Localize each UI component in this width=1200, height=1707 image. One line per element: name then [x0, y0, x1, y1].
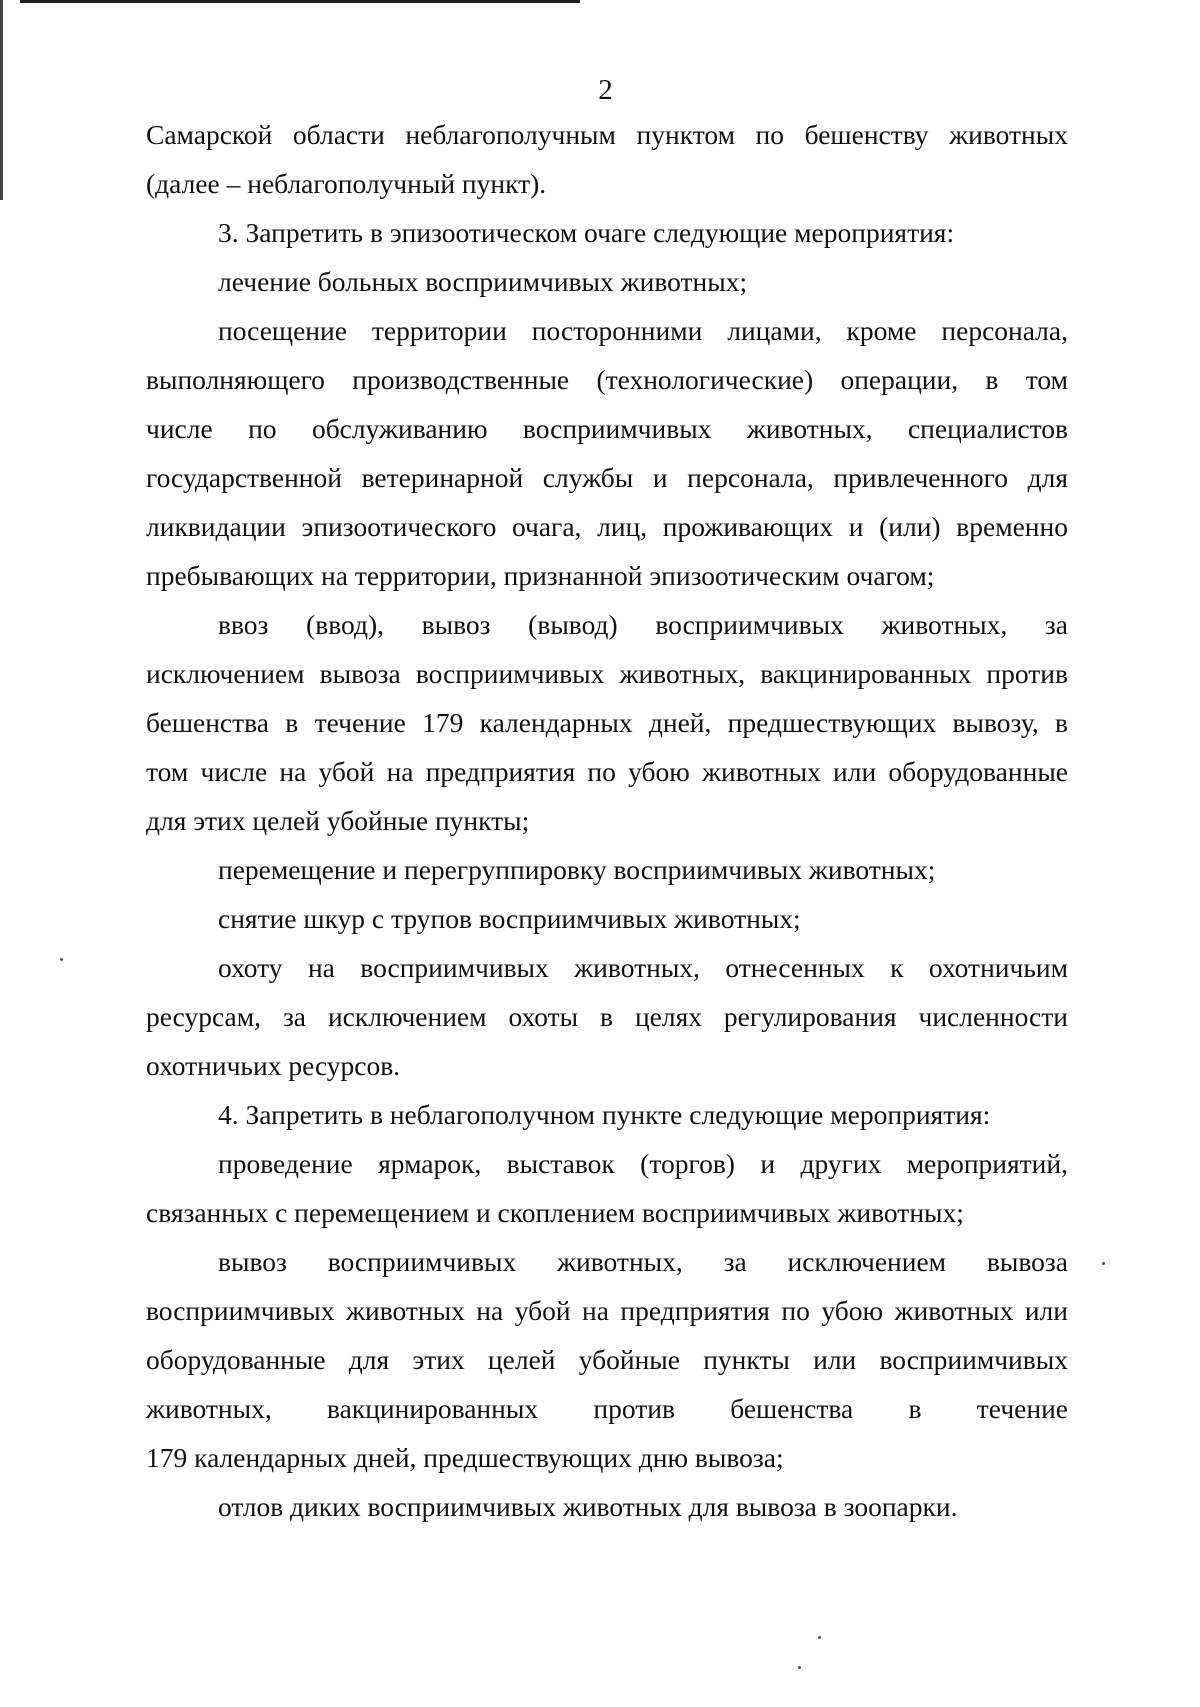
text-line: охотничьих ресурсов.	[146, 1050, 401, 1081]
text-line: оборудованные для этих целей убойные пункты или восприимчивых	[146, 1344, 1068, 1375]
text-line: 3. Запретить в эпизоотическом очаге следующие мероприятия:	[218, 217, 955, 248]
text-line: (далее – неблагополучный пункт).	[146, 168, 547, 199]
text-line: для этих целей убойные пункты;	[146, 805, 530, 836]
text-line: проведение ярмарок, выставок (торгов) и других мероприятий,	[218, 1148, 1068, 1179]
text-line: исключением вывоза восприимчивых животных, вакцинированных против	[146, 658, 1068, 689]
text-line: посещение территории посторонними лицами, кроме персонала,	[218, 315, 1068, 346]
text-line: вывоз восприимчивых животных, за исключением вывоза	[218, 1246, 1068, 1277]
scan-speck	[1102, 1262, 1105, 1265]
text-line: выполняющего производственные (технологические) операции, в том	[146, 364, 1068, 395]
scan-top-rule	[20, 0, 580, 3]
document-body	[146, 110, 1068, 1531]
text-line: 4. Запретить в неблагополучном пункте следующие мероприятия:	[218, 1099, 991, 1130]
page-number: 2	[598, 74, 613, 106]
scan-speck	[60, 958, 63, 961]
text-line: Самарской области неблагополучным пунктом по бешенству животных	[146, 119, 1068, 150]
text-line: бешенства в течение 179 календарных дней, предшествующих вывозу, в	[146, 707, 1068, 738]
text-line: восприимчивых животных на убой на предприятия по убою животных или	[146, 1295, 1068, 1326]
text-line: перемещение и перегруппировку восприимчивых животных;	[218, 854, 936, 885]
text-line: государственной ветеринарной службы и персонала, привлеченного для	[146, 462, 1068, 493]
text-line: ввоз (ввод), вывоз (вывод) восприимчивых животных, за	[218, 609, 1068, 640]
text-line: охоту на восприимчивых животных, отнесенных к охотничьим	[218, 952, 1068, 983]
text-line: животных, вакцинированных против бешенства в течение	[146, 1393, 1068, 1424]
text-line: лечение больных восприимчивых животных;	[218, 266, 748, 297]
text-line: ликвидации эпизоотического очага, лиц, проживающих и (или) временно	[146, 511, 1068, 542]
scan-speck	[798, 1666, 801, 1669]
text-line: связанных с перемещением и скоплением восприимчивых животных;	[146, 1197, 964, 1228]
scan-speck	[818, 1636, 821, 1639]
text-line: числе по обслуживанию восприимчивых животных, специалистов	[146, 413, 1068, 444]
text-line: отлов диких восприимчивых животных для вывоза в зоопарки.	[218, 1491, 958, 1522]
text-line: пребывающих на территории, признанной эпизоотическим очагом;	[146, 560, 935, 591]
text-line: снятие шкур с трупов восприимчивых животных;	[218, 903, 801, 934]
text-line: 179 календарных дней, предшествующих дню вывоза;	[146, 1442, 784, 1473]
text-line: том числе на убой на предприятия по убою животных или оборудованные	[146, 756, 1068, 787]
text-line: ресурсам, за исключением охоты в целях регулирования численности	[146, 1001, 1068, 1032]
